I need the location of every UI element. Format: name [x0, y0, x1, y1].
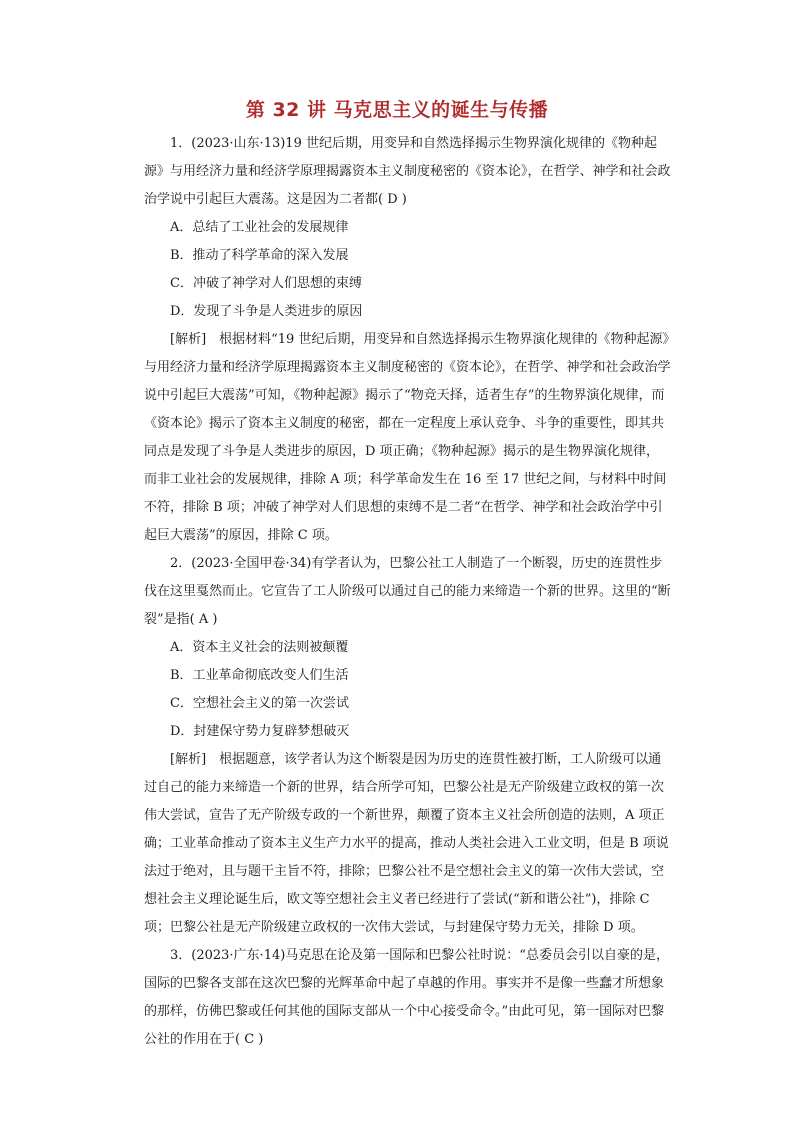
- question-2-option-b: B．工业革命彻底改变人们生活: [170, 668, 349, 683]
- question-1-analysis: [解析] 根据材料“19 世纪后期，用变异和自然选择揭示生物界演化规律的《物种起源》与用经济力量和经济学原理揭露资本主义制度秘密的《资本论》，在哲学、神学和社会政治学说中引起巨大震荡”可知，《物种起源》揭示了“物竞天择，适者生存”的生物界演化规律，而《资本论》揭示了资本主义制度的秘密，都在一定程度上承认竞争、斗争的重要性，即其共同点是发现了斗争是人类进步的原因，D 项正确；《物种起源》揭示的是生物界演化规律，而非工业社会的发展规律，排除 A 项；科学革命发生在 16 至 17 世纪之间，与材料中时间不符，排除 B 项；冲破了神学对人们思想的束缚不是二者“在哲学、神学和社会政治学中引起巨大震荡”的原因，排除 C 项。: [144, 332, 671, 543]
- question-1-option-a: A．总结了工业社会的发展规律: [170, 220, 349, 235]
- page-title: 第 32 讲 马克思主义的诞生与传播: [245, 99, 549, 121]
- question-2-stem: 2．(2023·全国甲卷·34)有学者认为，巴黎公社工人制造了一个断裂，历史的连贯性步伐在这里戛然而止。它宣告了工人阶级可以通过自己的能力来缔造一个新的世界。这里的“断裂”是指( A ): [144, 556, 671, 627]
- question-1-stem: 1．(2023·山东·13)19 世纪后期，用变异和自然选择揭示生物界演化规律的《物种起源》与用经济力量和经济学原理揭露资本主义制度秘密的《资本论》，在哲学、神学和社会政治学说中引起巨大震荡。这是因为二者都( D ): [144, 136, 671, 207]
- question-2-option-a: A．资本主义社会的法则被颠覆: [170, 640, 349, 655]
- question-2-analysis: [解析] 根据题意，该学者认为这个断裂是因为历史的连贯性被打断，工人阶级可以通过自己的能力来缔造一个新的世界，结合所学可知，巴黎公社是无产阶级建立政权的第一次伟大尝试，宣告了无产阶级专政的一个新世界，颠覆了资本主义社会所创造的法则，A 项正确；工业革命推动了资本主义生产力水平的提高，推动人类社会进入工业文明，但是 B 项说法过于绝对，且与题干主旨不符，排除；巴黎公社不是空想社会主义的第一次伟大尝试，空想社会主义理论诞生后，欧文等空想社会主义者已经进行了尝试(“新和谐公社”)，排除 C 项；巴黎公社是无产阶级建立政权的一次伟大尝试，与封建保守势力无关，排除 D 项。: [144, 752, 669, 935]
- question-2-option-d: D．封建保守势力复辟梦想破灭: [170, 724, 350, 739]
- question-1-option-c: C．冲破了神学对人们思想的束缚: [170, 276, 362, 291]
- question-3-stem: 3．(2023·广东·14)马克思在论及第一国际和巴黎公社时说：“总委员会引以自豪的是，国际的巴黎各支部在这次巴黎的光辉革命中起了卓越的作用。事实并不是像一些蠢才所想象的那样，仿佛巴黎或任何其他的国际支部从一个中心接受命令。”由此可见，第一国际对巴黎公社的作用在于( C ): [144, 948, 669, 1047]
- document-body: [144, 130, 672, 1054]
- question-1-option-d: D．发现了斗争是人类进步的原因: [170, 304, 363, 319]
- question-2-option-c: C．空想社会主义的第一次尝试: [170, 696, 349, 711]
- question-1-option-b: B．推动了科学革命的深入发展: [170, 248, 349, 263]
